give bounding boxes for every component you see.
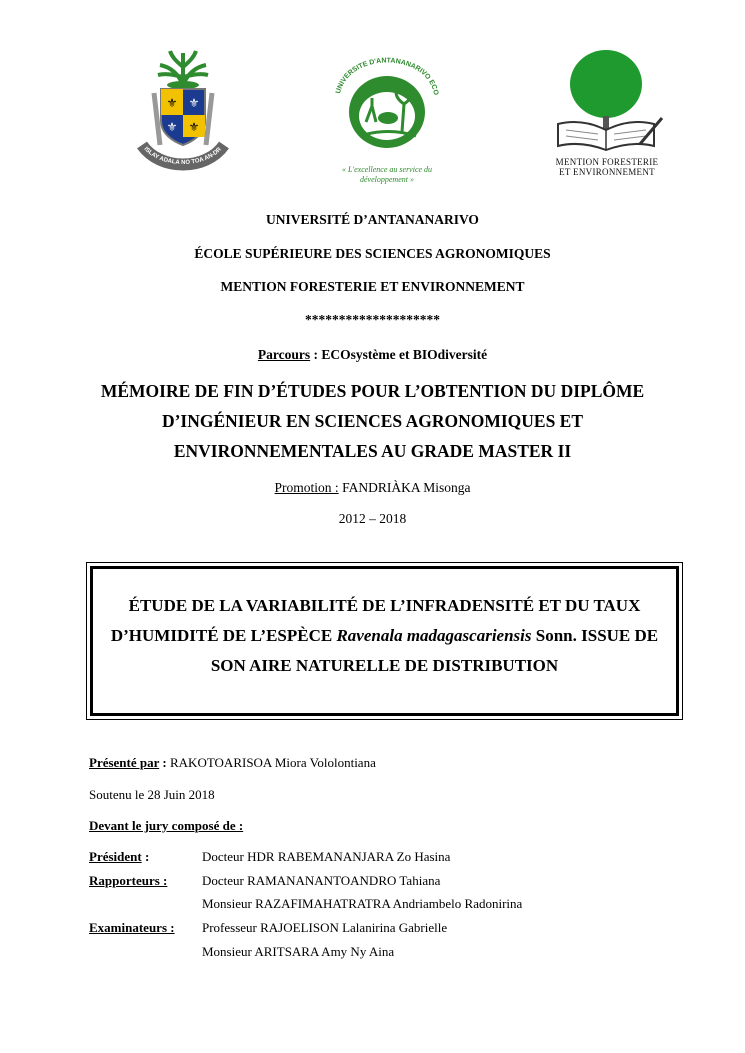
presented-separator: : bbox=[159, 755, 170, 770]
essa-emblem-icon bbox=[328, 44, 446, 154]
parcours-label: Parcours bbox=[257, 347, 311, 362]
memoire-line2: D’INGÉNIEUR EN SCIENCES AGRONOMIQUES ET bbox=[161, 411, 584, 431]
svg-text:ISLAY ADALA NO TOA AN-DRAINY: ISLAY ADALA NO TOA AN-DR bbox=[142, 146, 223, 167]
essa-caption-line2: développement » bbox=[360, 175, 414, 184]
rapporteurs-label: Rapporteurs : bbox=[89, 873, 168, 888]
president-label-wrap bbox=[89, 849, 149, 865]
mention-name: MENTION FORESTERIE ET ENVIRONNEMENT bbox=[220, 279, 525, 294]
thesis-title-line2-a: D’HUMIDITÉ DE L’ESPÈCE bbox=[110, 626, 337, 645]
thesis-title-line1: ÉTUDE DE LA VARIABILITÉ DE L’INFRADENSITÉ ET DU TAUX bbox=[128, 596, 641, 615]
thesis-title-box bbox=[86, 562, 683, 720]
promotion-line bbox=[0, 480, 745, 496]
presented-name: RAKOTOARISOA Miora Vololontiana bbox=[170, 755, 376, 770]
promotion-years: 2012 – 2018 bbox=[338, 511, 407, 526]
thesis-title-line2 bbox=[87, 621, 682, 651]
essa-caption-line1: « L'excellence au service du bbox=[341, 165, 433, 174]
promotion-value: FANDRIÀKA Misonga bbox=[338, 480, 471, 495]
rapporteur-2: Monsieur RAZAFIMAHATRATRA Andriambelo Radonirina bbox=[202, 896, 523, 911]
president-separator: : bbox=[141, 849, 150, 864]
mention-caption-line2: ET ENVIRONNEMENT bbox=[559, 167, 655, 177]
coat-of-arms-icon bbox=[130, 45, 236, 175]
president-label: Président bbox=[89, 849, 142, 864]
jury-heading: Devant le jury composé de : bbox=[89, 818, 244, 833]
examinateur-1: Professeur RAJOELISON Lalanirina Gabrielle bbox=[202, 920, 448, 935]
president-name: Docteur HDR RABEMANANJARA Zo Hasina bbox=[202, 849, 451, 864]
parcours-line bbox=[0, 347, 745, 363]
tree-book-icon bbox=[544, 46, 670, 152]
university-logo bbox=[130, 45, 236, 175]
parcours-value: ECOsystème et BIOdiversité bbox=[321, 347, 488, 362]
thesis-title-line2-b: Sonn. ISSUE DE bbox=[531, 626, 659, 645]
thesis-title bbox=[87, 591, 682, 681]
svg-text:⚜: ⚜ bbox=[166, 120, 178, 134]
memoire-line1: MÉMOIRE DE FIN D’ÉTUDES POUR L’OBTENTION DU DIPLÔME bbox=[100, 381, 645, 401]
school-name: ÉCOLE SUPÉRIEURE DES SCIENCES AGRONOMIQUES bbox=[194, 246, 551, 261]
svg-text:UNIVERSITE D'ANTANANARIVO ECOL: UNIVERSITE D'ANTANANARIVO ECO bbox=[335, 57, 440, 96]
mention-logo bbox=[544, 46, 670, 178]
promotion-label: Promotion : bbox=[274, 480, 339, 495]
university-name: UNIVERSITÉ D’ANTANANARIVO bbox=[266, 212, 479, 227]
defense-date: Soutenu le 28 Juin 2018 bbox=[89, 787, 215, 802]
essa-logo bbox=[328, 44, 446, 184]
thesis-title-line3: SON AIRE NATURELLE DE DISTRIBUTION bbox=[210, 656, 559, 675]
examinateurs-label: Examinateurs : bbox=[89, 920, 175, 935]
svg-text:⚜: ⚜ bbox=[166, 96, 178, 110]
examinateur-2: Monsieur ARITSARA Amy Ny Aina bbox=[202, 944, 395, 959]
species-name: Ravenala madagascariensis bbox=[336, 626, 532, 645]
presented-label: Présenté par bbox=[89, 755, 160, 770]
rapporteur-1: Docteur RAMANANANTOANDRO Tahiana bbox=[202, 873, 441, 888]
mention-caption-line1: MENTION FORESTERIE bbox=[555, 157, 659, 167]
memoire-line3: ENVIRONNEMENTALES AU GRADE MASTER II bbox=[173, 441, 572, 461]
svg-text:⚜: ⚜ bbox=[188, 96, 200, 110]
parcours-separator: : bbox=[310, 347, 322, 362]
presented-by bbox=[89, 755, 376, 771]
svg-text:⚜: ⚜ bbox=[188, 120, 200, 134]
separator-stars: ******************** bbox=[305, 312, 440, 327]
